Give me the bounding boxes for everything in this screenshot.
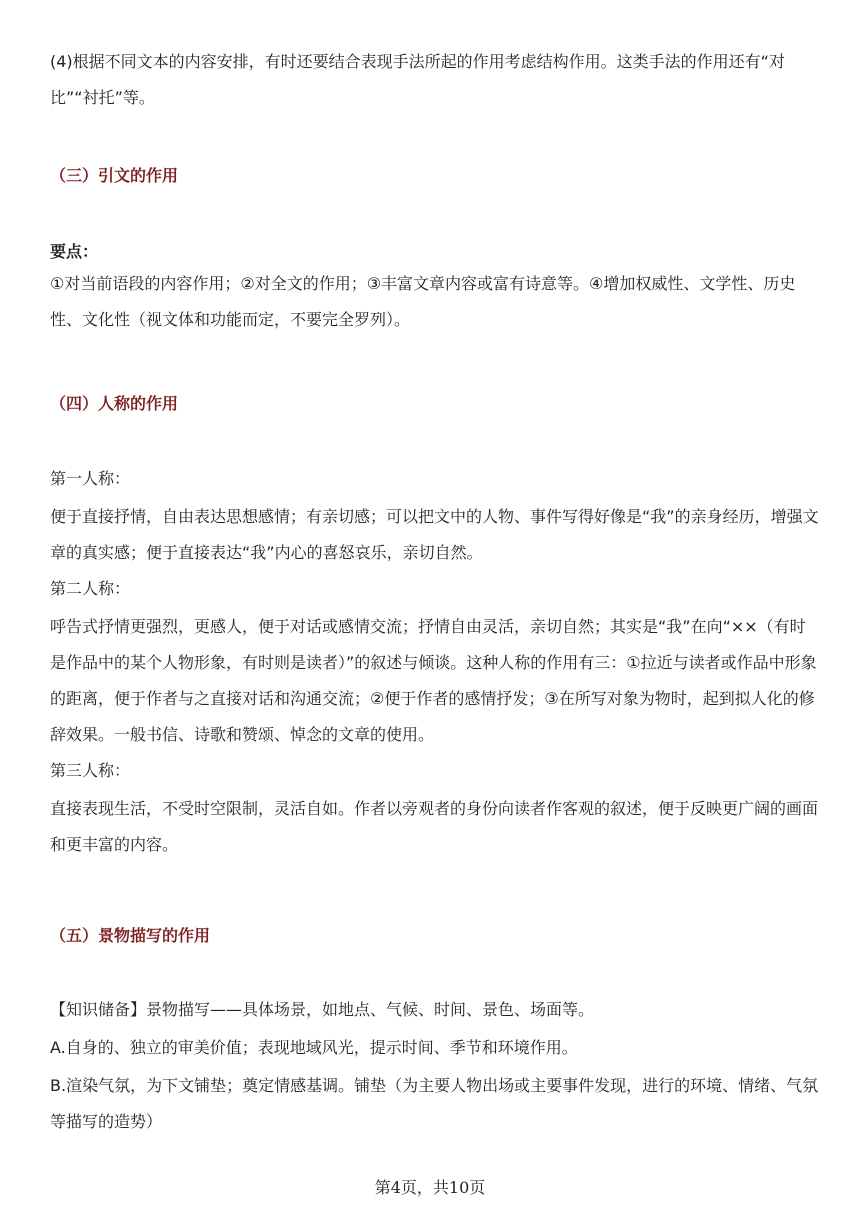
quotation-text: ①对当前语段的内容作用；②对全文的作用；③丰富文章内容或富有诗意等。④增加权威性、文学性、历史性、文化性（视文体和功能而定，不要完全罗列）。 (50, 274, 796, 329)
first-person-text: 便于直接抒情，自由表达思想感情；有亲切感；可以把文中的人物、事件写得好像是“我”的亲身经历，增强文章的真实感；便于直接表达“我”内心的喜怒哀乐，亲切自然。 (50, 507, 819, 562)
first-person-label: 第一人称： (50, 469, 131, 488)
section-heading-quotation: （三）引文的作用 (50, 166, 179, 185)
item4-text: (4)根据不同文本的内容安排，有时还要结合表现手法所起的作用考虑结构作用。这类手法的作用还有“对比”“衬托”等。 (50, 52, 785, 107)
second-person-label: 第二人称： (50, 579, 131, 598)
section-heading-person: （四）人称的作用 (50, 394, 179, 413)
third-person-text: 直接表现生活，不受时空限制，灵活自如。作者以旁观者的身份向读者作客观的叙述，便于反映更广阔的画面和更丰富的内容。 (50, 799, 819, 854)
second-person-text: 呼告式抒情更强烈，更感人，便于对话或感情交流；抒情自由灵活，亲切自然；其实是“我”在向“××（有时是作品中的某个人物形象，有时则是读者）”的叙述与倾谈。这种人称的作用有三：①拉近与读者或作品中形象的距离，便于作者与之直接对话和沟通交流；②便于作者的感情抒发；③在所写对象为物时，起到拟人化的修辞效果。一般书信、诗歌和赞颂、悼念的文章的使用。 (50, 617, 817, 744)
knowledge-text: 【知识储备】景物描写——具体场景，如地点、气候、时间、景色、场面等。 (50, 1000, 595, 1019)
person-block (50, 463, 820, 863)
quotation-block (50, 236, 820, 338)
key-points-label: 要点： (50, 242, 99, 261)
paragraph-item4 (50, 44, 820, 116)
scenery-block (50, 994, 820, 1140)
section-heading-scenery: （五）景物描写的作用 (50, 926, 211, 945)
third-person-label: 第三人称： (50, 761, 131, 780)
scenery-item-b: B.渲染气氛，为下文铺垫；奠定情感基调。铺垫（为主要人物出场或主要事件发现，进行的环境、情绪、气氛等描写的造势） (50, 1076, 819, 1131)
scenery-item-a: A.自身的、独立的审美价值；表现地域风光，提示时间、季节和环境作用。 (50, 1038, 578, 1057)
page-footer: 第4页，共10页 (374, 1178, 486, 1197)
